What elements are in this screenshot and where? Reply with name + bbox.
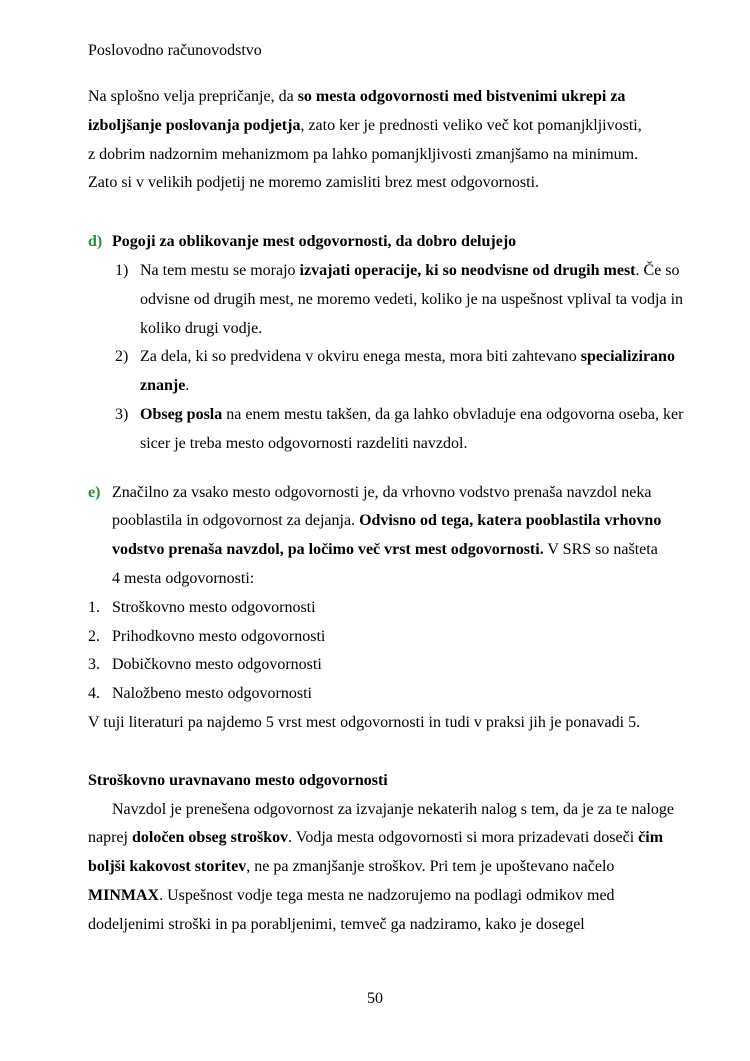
point-marker: 2)	[115, 348, 129, 366]
page-number: 50	[367, 990, 383, 1007]
responsibility-types-list	[88, 594, 690, 709]
list-marker: 1.	[88, 598, 100, 616]
section-e-marker: e)	[88, 483, 101, 501]
point-item	[115, 343, 690, 401]
point-text: Na tem mestu se morajo izvajati operacije, ki so neodvisne od drugih mest. Če so odvisne od drugih mest, ne moremo vedeti, koliko je na uspešnost vplival ta vodja in koliko drugi vodje.	[140, 261, 684, 337]
cost-center-paragraph: Navzdol je prenešena odgovornost za izvajanje nekaterih nalog s tem, da je za te naloge naprej določen obseg stroškov. Vodja mesta odgovornosti si mora prizadevati doseči čim boljši kakovost storitev, ne pa zmanjšanje stroškov. Pri tem je upoštevano načelo MINMAX. Uspešnost vodje tega mesta ne nadzorujemo na podlagi odmikov med dodeljenimi stroški in pa porabljenimi, temveč ga nadziramo, kako je dosegel	[88, 800, 674, 933]
section-e-text: Značilno za vsako mesto odgovornosti je, da vrhovno vodstvo prenaša navzdol neka pooblastila in odgovornost za dejanja. Odvisno od tega, katera pooblastila vrhovno vodstvo prenaša navzdol, pa ločimo več vrst mest odgovornosti. V SRS so našteta 4 mesta odgovornosti:	[112, 483, 662, 587]
point-text: Obseg posla na enem mestu takšen, da ga lahko obvladuje ena odgovorna oseba, ker sicer je treba mesto odgovornosti razdeliti navzdol.	[140, 405, 684, 452]
list-marker: 4.	[88, 685, 100, 703]
section-d-title: Pogoji za oblikovanje mest odgovornosti, da dobro delujejo	[112, 233, 517, 251]
list-item-text: Naložbeno mesto odgovornosti	[112, 685, 312, 703]
point-text: Za dela, ki so predvidena v okviru enega mesta, mora biti zahtevano specializirano znanje.	[140, 348, 675, 395]
section-e	[88, 479, 690, 594]
page-content	[88, 83, 690, 940]
point-item	[115, 257, 690, 343]
section-d-points	[115, 257, 690, 459]
intro-followup-paragraph: Zato si v velikih podjetij ne moremo zamisliti brez mest odgovornosti.	[88, 174, 540, 192]
responsibility-type-item	[88, 594, 690, 623]
point-item	[115, 401, 690, 459]
intro-paragraph: Na splošno velja prepričanje, da so mesta odgovornosti med bistvenimi ukrepi za izboljšanje poslovanja podjetja, zato ker je prednosti veliko več kot pomanjkljivosti, z dobrim nadzornim mehanizmom pa lahko pomanjkljivosti zmanjšamo na minimum.	[88, 88, 642, 163]
list-item-text: Dobičkovno mesto odgovornosti	[112, 656, 322, 674]
list-marker: 2.	[88, 627, 100, 645]
responsibility-type-item	[88, 623, 690, 652]
responsibility-type-item	[88, 651, 690, 680]
list-marker: 3.	[88, 656, 100, 674]
responsibility-type-item	[88, 680, 690, 709]
list-item-text: Prihodkovno mesto odgovornosti	[112, 627, 326, 645]
section-d	[88, 228, 690, 257]
point-marker: 1)	[115, 261, 129, 279]
section-d-marker: d)	[88, 233, 103, 251]
page-header-text: Poslovodno računovodstvo	[88, 42, 262, 59]
list-item-text: Stroškovno mesto odgovornosti	[112, 598, 316, 616]
foreign-literature-note: V tuji literaturi pa najdemo 5 vrst mest odgovornosti in tudi v praksi jih je ponavadi 5.	[88, 713, 641, 731]
section-title-cost-center: Stroškovno uravnavano mesto odgovornosti	[88, 771, 388, 789]
point-marker: 3)	[115, 405, 129, 423]
